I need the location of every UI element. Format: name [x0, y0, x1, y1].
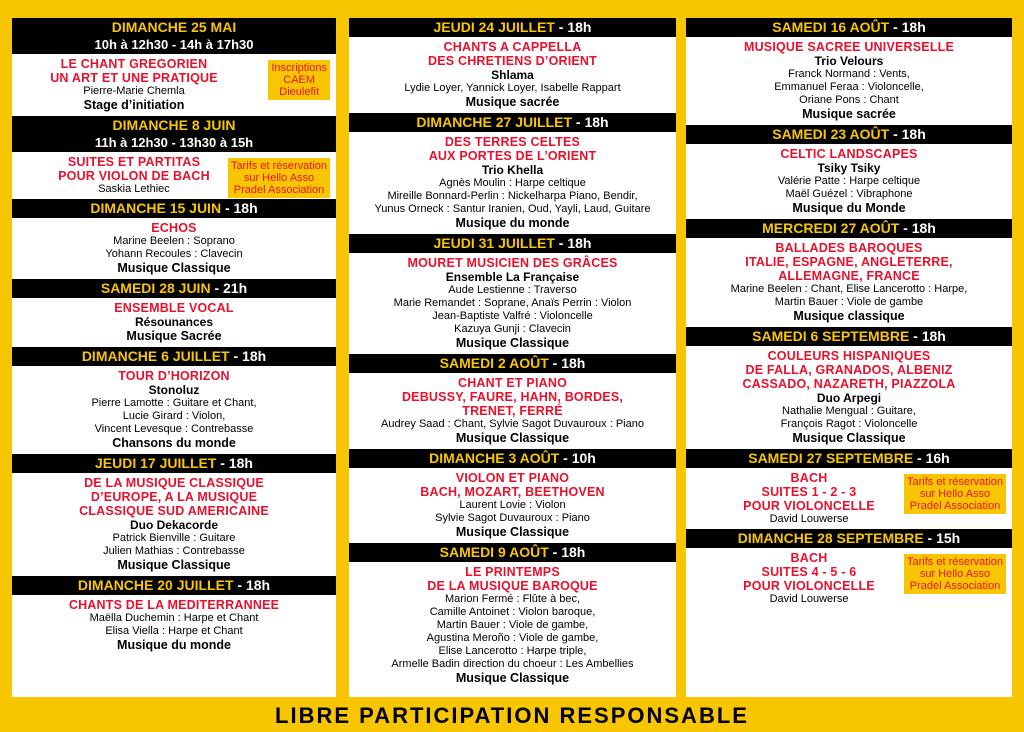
event-date: MERCREDI 27 AOÛT: [762, 220, 900, 236]
event-hours: 11h à 12h30 - 13h30 à 15h: [94, 135, 254, 150]
event-body: [349, 468, 676, 543]
event-title-line: BACH: [790, 551, 828, 565]
event-content: [16, 369, 332, 451]
ensemble-name: Trio Khella: [481, 163, 544, 177]
performer-line: Maël Guézel : Vibraphone: [785, 188, 913, 200]
performer-line: Maëlla Duchemin : Harpe et Chant: [89, 612, 259, 624]
event-time: - 18h: [221, 200, 258, 216]
performer-line: Agustina Meroño : Viole de gambe,: [426, 632, 599, 644]
event-date-header: [686, 449, 1012, 468]
music-genre: Musique Classique: [455, 336, 570, 350]
ensemble-name: Ensemble La Française: [445, 270, 580, 284]
event-block: [349, 113, 676, 234]
performer-line: Yunus Orneck : Santur Iranien, Oud, Yayli, Laud, Guitare: [374, 203, 651, 215]
event-body: [686, 37, 1012, 125]
ensemble-name: Duo Dekacorde: [129, 518, 219, 532]
event-time: - 18h: [216, 455, 253, 471]
event-block: [349, 543, 676, 689]
performer-line: David Louwerse: [769, 513, 849, 525]
event-time: - 10h: [559, 450, 596, 466]
reservation-note: [904, 554, 1006, 594]
music-genre: Musique Classique: [117, 261, 231, 275]
event-title-line: ECHOS: [151, 221, 197, 235]
event-date-header: [686, 529, 1012, 548]
event-title-line: ITALIE, ESPAGNE, ANGLETERRE,: [745, 255, 953, 269]
event-block: [686, 449, 1012, 529]
event-date: SAMEDI 28 JUIN: [100, 280, 211, 296]
reservation-note-line: sur Hello Asso: [919, 488, 991, 500]
event-title-line: POUR VIOLONCELLE: [743, 579, 875, 593]
event-body: [349, 132, 676, 234]
event-block: [349, 449, 676, 543]
event-date: SAMEDI 27 SEPTEMBRE: [748, 450, 914, 466]
performer-line: Laurent Lovie : Violon: [459, 499, 566, 511]
footer-banner: LIBRE PARTICIPATION RESPONSABLE: [275, 703, 749, 728]
performer-line: Yohann Recoules : Clavecin: [105, 248, 243, 260]
performer-line: Marion Fermé : Flûte à bec,: [444, 593, 581, 605]
event-content: [690, 349, 1008, 446]
event-time: - 18h: [548, 355, 586, 371]
performer-line: Lydie Loyer, Yannick Loyer, Isabelle Rappart: [404, 82, 621, 94]
program-column-2: [349, 18, 676, 697]
event-title-line: CELTIC LANDSCAPES: [780, 147, 918, 161]
event-body: [686, 144, 1012, 219]
event-date-header: [349, 113, 676, 132]
event-title-line: BACH: [790, 471, 828, 485]
event-date: SAMEDI 23 AOÛT: [772, 126, 890, 142]
reservation-note-line: sur Hello Asso: [243, 172, 315, 184]
event-body: [12, 218, 336, 279]
event-content: [353, 40, 672, 110]
event-block: [686, 529, 1012, 609]
event-title-line: LE PRINTEMPS: [465, 565, 560, 579]
event-date-header: [12, 576, 336, 595]
event-title-line: ALLEMAGNE, FRANCE: [778, 269, 920, 283]
event-date-header: [686, 18, 1012, 37]
reservation-note-line: Pradel Association: [233, 184, 325, 196]
performer-line: Elisa Viella : Harpe et Chant: [105, 625, 243, 637]
event-content: [16, 476, 332, 573]
performer-line: Vincent Levesque : Contrebasse: [94, 423, 254, 435]
performer-line: David Louwerse: [769, 593, 849, 605]
event-title-line: TOUR D’HORIZON: [118, 369, 230, 383]
reservation-note-line: sur Hello Asso: [919, 568, 991, 580]
event-block: [686, 125, 1012, 219]
event-title-line: SUITES ET PARTITAS: [67, 155, 201, 169]
performer-line: Marine Beelen : Chant, Elise Lancerotto : Harpe,: [730, 283, 968, 295]
event-title-line: SUITES 1 - 2 - 3: [761, 485, 857, 499]
event-title-line: DE LA MUSIQUE CLASSIQUE: [84, 476, 264, 490]
event-date-header: [349, 354, 676, 373]
event-time: - 15h: [923, 530, 961, 546]
music-genre: Musique classique: [793, 309, 905, 323]
performer-line: Pierre-Marie Chemla: [83, 85, 185, 97]
event-time: - 18h: [889, 19, 926, 35]
event-title-line: COULEURS HISPANIQUES: [767, 349, 931, 363]
event-date-header: [12, 116, 336, 152]
event-date: DIMANCHE 27 JUILLET: [416, 114, 572, 130]
event-title-line: LE CHANT GREGORIEN: [60, 57, 208, 71]
event-date-header: [12, 18, 336, 54]
event-content: [353, 376, 672, 446]
event-title-line: MUSIQUE SACREE UNIVERSELLE: [743, 40, 955, 54]
ensemble-name: Duo Arpegi: [816, 391, 882, 405]
music-genre: Musique du monde: [455, 216, 570, 230]
event-body: [12, 595, 336, 656]
event-content: [353, 471, 672, 540]
event-content: [353, 565, 672, 686]
music-genre: Musique Classique: [455, 431, 570, 445]
event-content: [690, 40, 1008, 122]
event-date: DIMANCHE 25 MAI: [111, 19, 237, 35]
performer-line: Marine Beelen : Soprano: [113, 235, 235, 247]
music-genre: Musique du monde: [117, 638, 231, 652]
event-title-line: ENSEMBLE VOCAL: [114, 301, 234, 315]
reservation-note-line: Pradel Association: [909, 580, 1001, 592]
event-body: [12, 152, 336, 199]
event-body: [12, 54, 336, 116]
event-date-header: [686, 125, 1012, 144]
program-column-3: [686, 18, 1012, 697]
event-time: - 18h: [229, 348, 267, 364]
performer-line: Martin Bauer : Viole de gambe,: [436, 619, 589, 631]
event-date: JEUDI 31 JUILLET: [433, 235, 555, 251]
performer-line: Elise Lancerotto : Harpe triple,: [438, 645, 587, 657]
reservation-note: [904, 474, 1006, 514]
performer-line: Franck Normand : Vents,: [788, 68, 910, 80]
event-title-line: AUX PORTES DE L’ORIENT: [428, 149, 597, 163]
event-title-line: DES CHRETIENS D’ORIENT: [428, 54, 597, 68]
performer-line: Martin Bauer : Viole de gambe: [774, 296, 924, 308]
event-content: [353, 135, 672, 231]
event-body: [12, 366, 336, 454]
event-body: [349, 373, 676, 449]
performer-line: Oriane Pons : Chant: [799, 94, 899, 106]
event-date: SAMEDI 2 AOÛT: [439, 355, 549, 371]
event-title-line: DES TERRES CELTES: [444, 135, 581, 149]
event-date-header: [686, 219, 1012, 238]
ensemble-name: Résounances: [134, 315, 214, 329]
performer-line: Saskia Lethiec: [98, 183, 170, 195]
event-date: DIMANCHE 6 JUILLET: [81, 348, 230, 364]
event-date-header: [686, 327, 1012, 346]
event-time: - 16h: [913, 450, 950, 466]
event-content: [16, 221, 332, 276]
event-date: JEUDI 24 JUILLET: [433, 19, 555, 35]
event-title-line: D’EUROPE, A LA MUSIQUE: [90, 490, 258, 504]
performer-line: Aude Lestienne : Traverso: [448, 284, 577, 296]
performer-line: Sylvie Sagot Duvauroux : Piano: [435, 512, 590, 524]
performer-line: Camille Antoinet : Violon baroque,: [429, 606, 596, 618]
event-date: SAMEDI 16 AOÛT: [772, 19, 890, 35]
event-block: [12, 116, 336, 199]
event-time: - 18h: [548, 544, 586, 560]
reservation-note-line: Inscriptions: [271, 62, 327, 74]
performer-line: François Ragot : Violoncelle: [780, 418, 918, 430]
event-date-header: [349, 18, 676, 37]
event-title-line: CASSADO, NAZARETH, PIAZZOLA: [742, 377, 956, 391]
event-content: [690, 147, 1008, 216]
ensemble-name: Trio Velours: [814, 54, 884, 68]
ensemble-name: Tsiky Tsiky: [817, 161, 881, 175]
music-genre: Stage d’initiation: [83, 98, 185, 112]
event-title-line: UN ART ET UNE PRATIQUE: [50, 71, 218, 85]
event-content: [353, 256, 672, 351]
reservation-note-line: Tarifs et réservation: [907, 476, 1003, 488]
event-time: - 18h: [572, 114, 609, 130]
event-title-line: CHANT ET PIANO: [457, 376, 568, 390]
event-date: DIMANCHE 3 AOÛT: [429, 450, 560, 466]
music-genre: Musique sacrée: [465, 95, 560, 109]
event-date: SAMEDI 9 AOÛT: [439, 544, 549, 560]
event-body: [686, 238, 1012, 327]
reservation-note: [228, 158, 330, 198]
event-block: [12, 199, 336, 279]
reservation-note-line: Tarifs et réservation: [907, 556, 1003, 568]
performer-line: Agnès Moulin : Harpe celtique: [439, 177, 586, 189]
performer-line: Lucie Girard : Violon,: [122, 410, 226, 422]
event-title-line: DE LA MUSIQUE BAROQUE: [427, 579, 598, 593]
performer-line: Pierre Lamotte : Guitare et Chant,: [91, 397, 257, 409]
event-date-header: [349, 543, 676, 562]
music-genre: Musique Classique: [455, 671, 570, 685]
event-title-line: SUITES 4 - 5 - 6: [761, 565, 857, 579]
performer-line: Audrey Saad : Chant, Sylvie Sagot Duvauroux : Piano: [381, 418, 644, 430]
event-body: [686, 548, 1012, 609]
music-genre: Musique sacrée: [802, 107, 896, 121]
event-date: DIMANCHE 28 SEPTEMBRE: [737, 530, 924, 546]
performer-line: Jean-Baptiste Valfré : Violoncelle: [432, 310, 593, 322]
reservation-note-line: Tarifs et réservation: [231, 160, 327, 172]
performer-line: Mireille Bonnard-Perlin : Nickelharpa Piano, Bendir,: [387, 190, 638, 202]
event-body: [12, 473, 336, 576]
performer-line: Armelle Badin direction du choeur : Les Ambellies: [391, 658, 634, 670]
event-date-header: [349, 234, 676, 253]
event-time: - 18h: [554, 19, 592, 35]
event-content: [690, 241, 1008, 324]
event-title-line: DEBUSSY, FAURE, HAHN, BORDES,: [401, 390, 624, 404]
event-block: [686, 219, 1012, 327]
event-body: [686, 468, 1012, 529]
event-block: [686, 18, 1012, 125]
event-date-header: [12, 347, 336, 366]
performer-line: Kazuya Gunji : Clavecin: [454, 323, 571, 335]
event-date: DIMANCHE 8 JUIN: [112, 117, 236, 133]
event-content: [16, 598, 332, 653]
reservation-note-line: CAEM: [283, 74, 316, 86]
event-hours: 10h à 12h30 - 14h à 17h30: [94, 37, 254, 52]
event-time: - 18h: [909, 328, 946, 344]
event-block: [12, 279, 336, 347]
music-genre: Musique Classique: [117, 558, 231, 572]
event-date-header: [12, 454, 336, 473]
music-genre: Musique Sacrée: [126, 329, 222, 343]
event-block: [349, 354, 676, 449]
event-title-line: BACH, MOZART, BEETHOVEN: [420, 485, 605, 499]
performer-line: Patrick Bienville : Guitare: [112, 532, 236, 544]
event-date: SAMEDI 6 SEPTEMBRE: [752, 328, 910, 344]
event-date: DIMANCHE 20 JUILLET: [77, 577, 234, 593]
event-date-header: [12, 199, 336, 218]
performer-line: Emmanuel Feraa : Violoncelle,: [774, 81, 924, 93]
event-title-line: MOURET MUSICIEN DES GRÂCES: [407, 256, 618, 270]
event-title-line: BALLADES BAROQUES: [775, 241, 923, 255]
ensemble-name: Shlama: [491, 68, 534, 82]
event-block: [12, 347, 336, 454]
event-title-line: TRENET, FERRÉ: [462, 404, 563, 418]
music-genre: Chansons du monde: [112, 436, 236, 450]
event-body: [12, 298, 336, 347]
event-title-line: VIOLON ET PIANO: [455, 471, 570, 485]
event-body: [349, 37, 676, 113]
reservation-note-line: Pradel Association: [909, 500, 1001, 512]
reservation-note: [268, 60, 330, 100]
event-time: - 18h: [899, 220, 936, 236]
performer-line: Marie Remandet : Soprane, Anaïs Perrin : Violon: [393, 297, 632, 309]
event-date-header: [12, 279, 336, 298]
event-body: [349, 253, 676, 354]
event-block: [349, 18, 676, 113]
event-date: JEUDI 17 JUILLET: [95, 455, 217, 471]
performer-line: Nathalie Mengual : Guitare,: [782, 405, 916, 417]
event-block: [12, 576, 336, 656]
event-time: - 21h: [210, 280, 248, 296]
event-title-line: CHANTS A CAPPELLA: [443, 40, 582, 54]
event-title-line: DE FALLA, GRANADOS, ALBENIZ: [745, 363, 953, 377]
music-genre: Musique du Monde: [792, 201, 906, 215]
event-date-header: [349, 449, 676, 468]
event-block: [686, 327, 1012, 449]
performer-line: Julien Mathias : Contrebasse: [103, 545, 245, 557]
event-title-line: POUR VIOLON DE BACH: [58, 169, 210, 183]
event-date: DIMANCHE 15 JUIN: [90, 200, 222, 216]
event-block: [12, 18, 336, 116]
performer-line: Valérie Patte : Harpe celtique: [777, 175, 921, 187]
event-body: [686, 346, 1012, 449]
event-title-line: CHANTS DE LA MEDITERRANNEE: [68, 598, 280, 612]
event-time: - 18h: [554, 235, 592, 251]
music-genre: Musique Classique: [455, 525, 570, 539]
event-block: [349, 234, 676, 354]
event-time: - 18h: [889, 126, 926, 142]
event-body: [349, 562, 676, 689]
event-block: [12, 454, 336, 576]
reservation-note-line: Dieulefit: [279, 86, 320, 98]
event-title-line: POUR VIOLONCELLE: [743, 499, 875, 513]
program-column-1: [12, 18, 336, 697]
event-title-line: CLASSIQUE SUD AMERICAINE: [79, 504, 269, 518]
event-time: - 18h: [233, 577, 271, 593]
event-content: [16, 301, 332, 344]
music-genre: Musique Classique: [792, 431, 906, 445]
ensemble-name: Stonoluz: [148, 383, 200, 397]
